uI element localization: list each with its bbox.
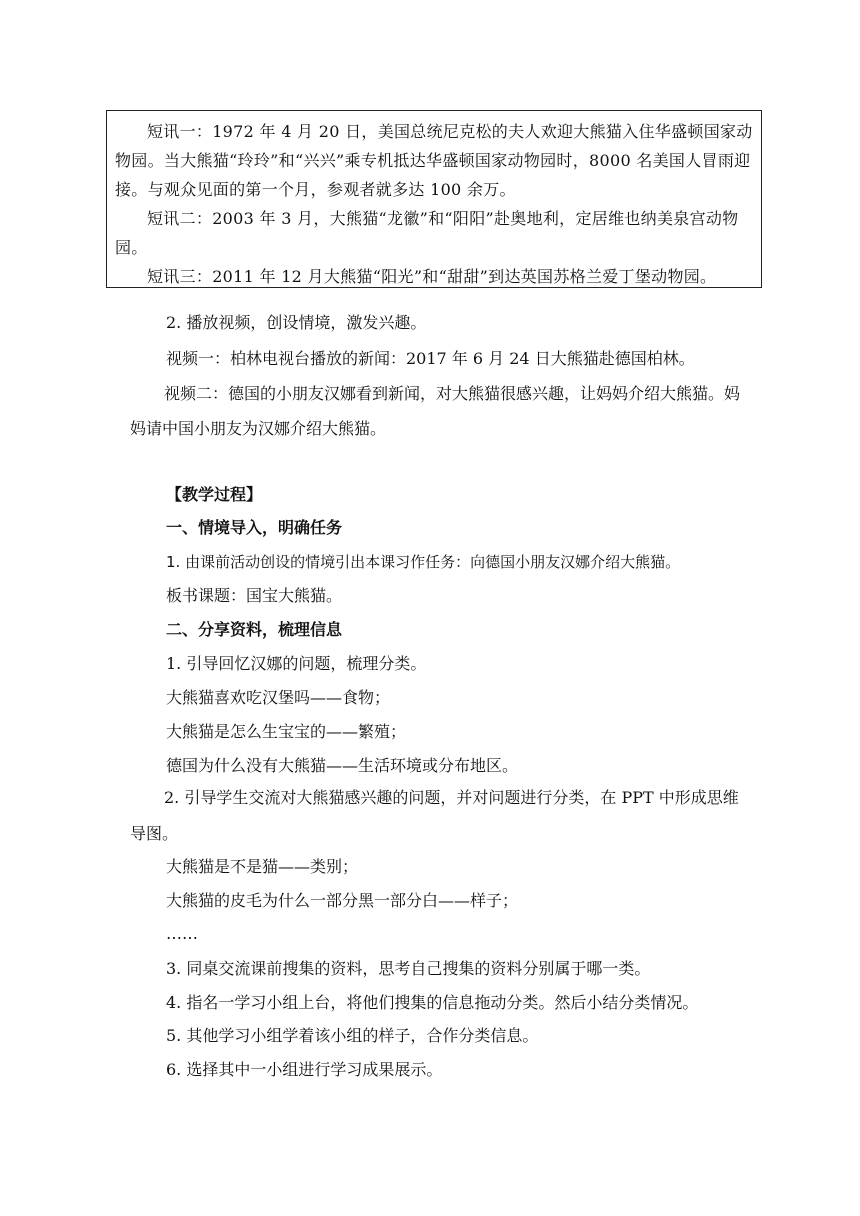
video-two: 视频二：德国的小朋友汉娜看到新闻，对大熊猫很感兴趣，让妈妈介绍大熊猫。妈妈请中国小朋友为汉娜介绍大熊猫。 (130, 384, 741, 438)
process-title: 【教学过程】 (166, 485, 263, 504)
news-box (106, 110, 762, 288)
video-intro: 2. 播放视频，创设情境，激发兴趣。 (166, 313, 427, 332)
section-2-p3: 3. 同桌交流课前搜集的资料，思考自己搜集的资料分别属于哪一类。 (166, 959, 651, 978)
section-2-p1: 1. 引导回忆汉娜的问题，梳理分类。 (166, 654, 427, 673)
section-1-p1: 1. 由课前活动创设的情境引出本课习作任务：向德国小朋友汉娜介绍大熊猫。 (166, 553, 681, 571)
news-item-3: 短讯三：2011 年 12 月大熊猫“阳光”和“甜甜”到达英国苏格兰爱丁堡动物园。 (147, 267, 717, 286)
video-one: 视频一：柏林电视台播放的新闻：2017 年 6 月 24 日大熊猫赴德国柏林。 (166, 349, 695, 368)
question-category: 大熊猫是不是猫——类别； (166, 857, 359, 876)
question-appearance: 大熊猫的皮毛为什么一部分黑一部分白——样子； (166, 891, 519, 910)
section-2-p4: 4. 指名一学习小组上台，将他们搜集的信息拖动分类。然后小结分类情况。 (166, 993, 699, 1012)
section-2-p5: 5. 其他学习小组学着该小组的样子，合作分类信息。 (166, 1026, 539, 1045)
section-2-p2: 2. 引导学生交流对大熊猫感兴趣的问题，并对问题进行分类，在 PPT 中形成思维导图。 (130, 788, 739, 843)
question-habitat: 德国为什么没有大熊猫——生活环境或分布地区。 (166, 756, 519, 775)
ellipsis: …… (166, 924, 198, 943)
question-food: 大熊猫喜欢吃汉堡吗——食物； (166, 688, 391, 707)
news-item-2: 短讯二：2003 年 3 月，大熊猫“龙徽”和“阳阳”赴奥地利，定居维也纳美泉宫动物园。 (115, 209, 739, 257)
section-1-title: 一、情境导入，明确任务 (166, 518, 343, 537)
news-item-1: 短讯一：1972 年 4 月 20 日，美国总统尼克松的夫人欢迎大熊猫入住华盛顿国家动物园。当大熊猫“玲玲”和“兴兴”乘专机抵达华盛顿国家动物园时，8000 名美国人冒雨迎接。与观众见面的第一个月，参观者就多达 100 余万。 (115, 122, 753, 199)
question-breeding: 大熊猫是怎么生宝宝的——繁殖； (166, 722, 407, 741)
section-2-p6: 6. 选择其中一小组进行学习成果展示。 (166, 1060, 443, 1079)
section-2-title: 二、分享资料，梳理信息 (166, 620, 343, 639)
section-1-p2: 板书课题：国宝大熊猫。 (166, 586, 343, 605)
